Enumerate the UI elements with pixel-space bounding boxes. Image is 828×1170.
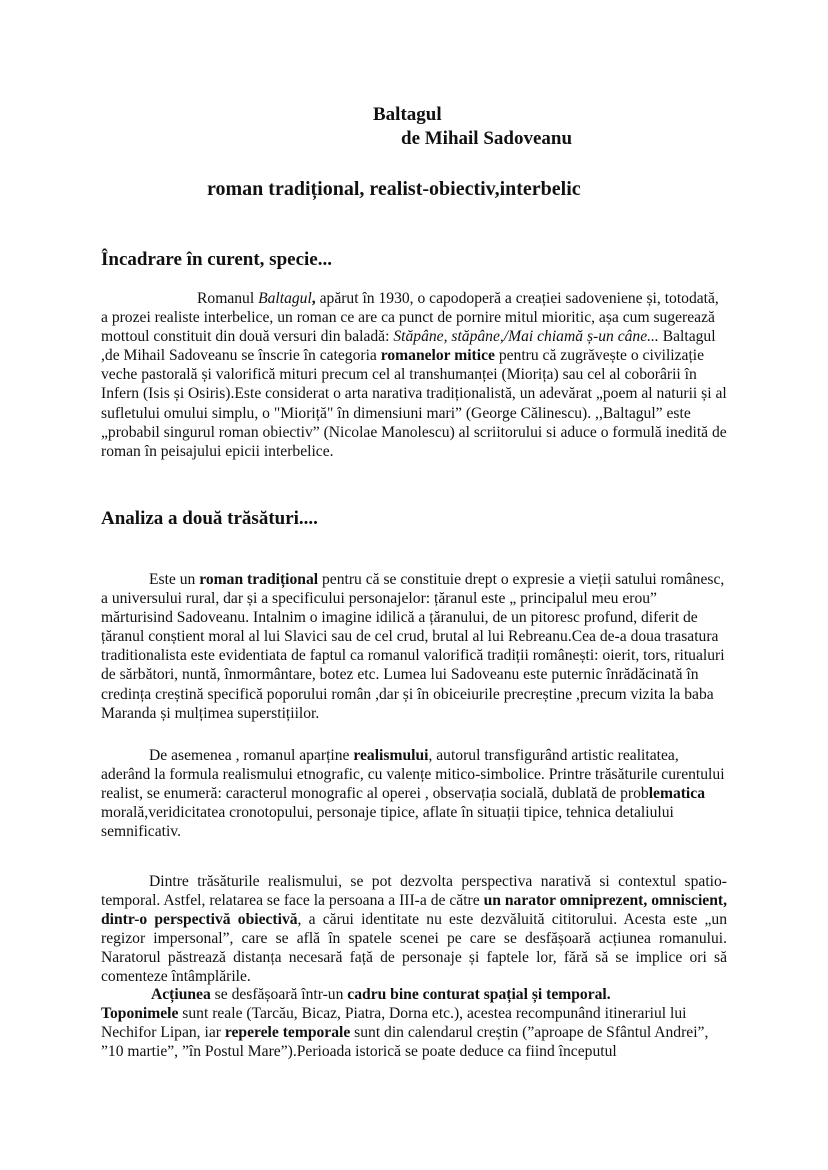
text-run-italic: Stăpâne, stăpâne,/Mai chiamă ș-un câne... xyxy=(393,328,659,346)
text-run: Este un xyxy=(149,571,200,588)
text-run: se desfășoară într-un xyxy=(210,986,348,1003)
section-heading-incadrare: Încadrare în curent, specie... xyxy=(101,249,332,270)
text-run-bold: un narator omniprezent, omniscient, dintr-o perspectivă obiectivă xyxy=(101,892,727,929)
paragraph-narrative-perspective xyxy=(101,872,727,987)
paragraph-spatio-temporal xyxy=(101,985,727,1061)
text-run: apărut în 1930, o capodoperă a creației sadoveniene și, totodată, a prozei realiste interbelice, un roman ce are ca punct de pornire mitul mioritic, așa cum sugerează mottoul constituit din două versuri din baladă: xyxy=(101,290,719,346)
paragraph-realism xyxy=(101,746,727,841)
text-run-bold: romanelor mitice xyxy=(380,347,495,365)
text-run-bold: roman tradițional xyxy=(199,571,319,588)
document-author: de Mihail Sadoveanu xyxy=(401,128,573,149)
text-run-italic: Baltagul xyxy=(258,290,312,307)
document-title: Baltagul xyxy=(373,104,442,125)
text-run: Baltagul ,de Mihail Sadoveanu se înscrie în categoria xyxy=(101,328,716,365)
text-run: morală,veridicitatea cronotopului, personaje tipice, aflate în situații tipice, tehnica detaliului semnificativ. xyxy=(101,804,674,841)
paragraph-traditional xyxy=(101,570,727,723)
text-run-bold: lematica xyxy=(648,785,705,803)
section-heading-analiza: Analiza a două trăsături.... xyxy=(101,508,318,529)
text-run: De asemenea , romanul aparține xyxy=(149,747,354,764)
text-run-bold: realismului xyxy=(353,747,429,764)
text-run-bold: reperele temporale xyxy=(224,1024,351,1042)
text-run: Romanul xyxy=(197,290,259,307)
text-run: , a cărui identitate nu este dezvăluită cititorului. Acesta este „un regizor impersonal”, care se află în spatele scenei pe care se desfășoară acțiunea romanului. Naratorul păstrează distanța necesară față de personaje și faptele lor, fără să se implice ori să comenteze întâmplările. xyxy=(101,911,727,986)
text-run: pentru că zugrăvește o civilizație veche pastorală și valorifică mituri precum cel al transhumanței (Miorița) sau cel al coborârii în Infern (Isis și Osiris).Este considerat o arta narativa tradiționalistă, un adevărat „poem al naturii și al sufletului omului simplu, o "Mioriță" în dimensiuni mari” (George Călinescu). ,,Baltagul” este „probabil singurul roman obiectiv” (Nicolae Manolescu) al scriitorului si aduce o formulă inedită de roman în peisajului epicii interbelice. xyxy=(101,347,727,460)
text-run-bold: Acțiunea xyxy=(151,986,211,1003)
text-run-bold: , xyxy=(311,290,316,307)
text-run: sunt reale (Tarcău, Bicaz, Piatra, Dorna etc.), acestea recompunând itinerariul lui Nechifor Lipan, iar xyxy=(101,1005,687,1042)
text-run-bold: Toponimele xyxy=(101,1005,179,1023)
text-run: , autorul transfigurând artistic realitatea, aderând la formula realismului etnografic, cu valențe mitico-simbolice. Printre trăsăturile curentului realist, se enumeră: caracterul monografic al operei , observația socială, dublată de prob xyxy=(101,747,725,803)
text-run: pentru că se constituie drept o expresie a vieții satului românesc, a universului rural, dar și a specificului personajelor: țăranul este „ principalul meu erou” mărturisind Sadoveanu. Intalnim o imagine idilică a țăranului, de un pitoresc profund, diferit de țăranul conștient moral al lui Slavici sau de cel crud, brutal al lui Rebreanu.Cea de-a doua trasatura traditionalista este evidentiata de faptul ca romanul valorifică tradiții românești: oierit, tors, ritualuri de sărbători, nuntă, înmormântare, botez etc. Lumea lui Sadoveanu este puternic înrădăcinată în credința creștină specifică poporului român ,dar și în obiceiurile precreștine ,precum vizita la baba Maranda și mulțimea superstițiilor. xyxy=(101,571,725,722)
text-run: Dintre trăsăturile realismului, se pot dezvolta perspectiva narativă si contextul spatio-temporal. Astfel, relatarea se face la persoana a III-a de către xyxy=(101,873,727,910)
text-run-bold: cadru bine conturat spațial și temporal. xyxy=(347,986,611,1003)
document-subtitle: roman tradițional, realist-obiectiv,interbelic xyxy=(207,178,581,200)
paragraph-intro xyxy=(101,289,727,461)
text-run: sunt din calendarul creștin (”aproape de Sfântul Andrei”, ”10 martie”, ”în Postul Mare”).Perioada istorică se poate deduce ca fiind începutul xyxy=(101,1024,709,1061)
